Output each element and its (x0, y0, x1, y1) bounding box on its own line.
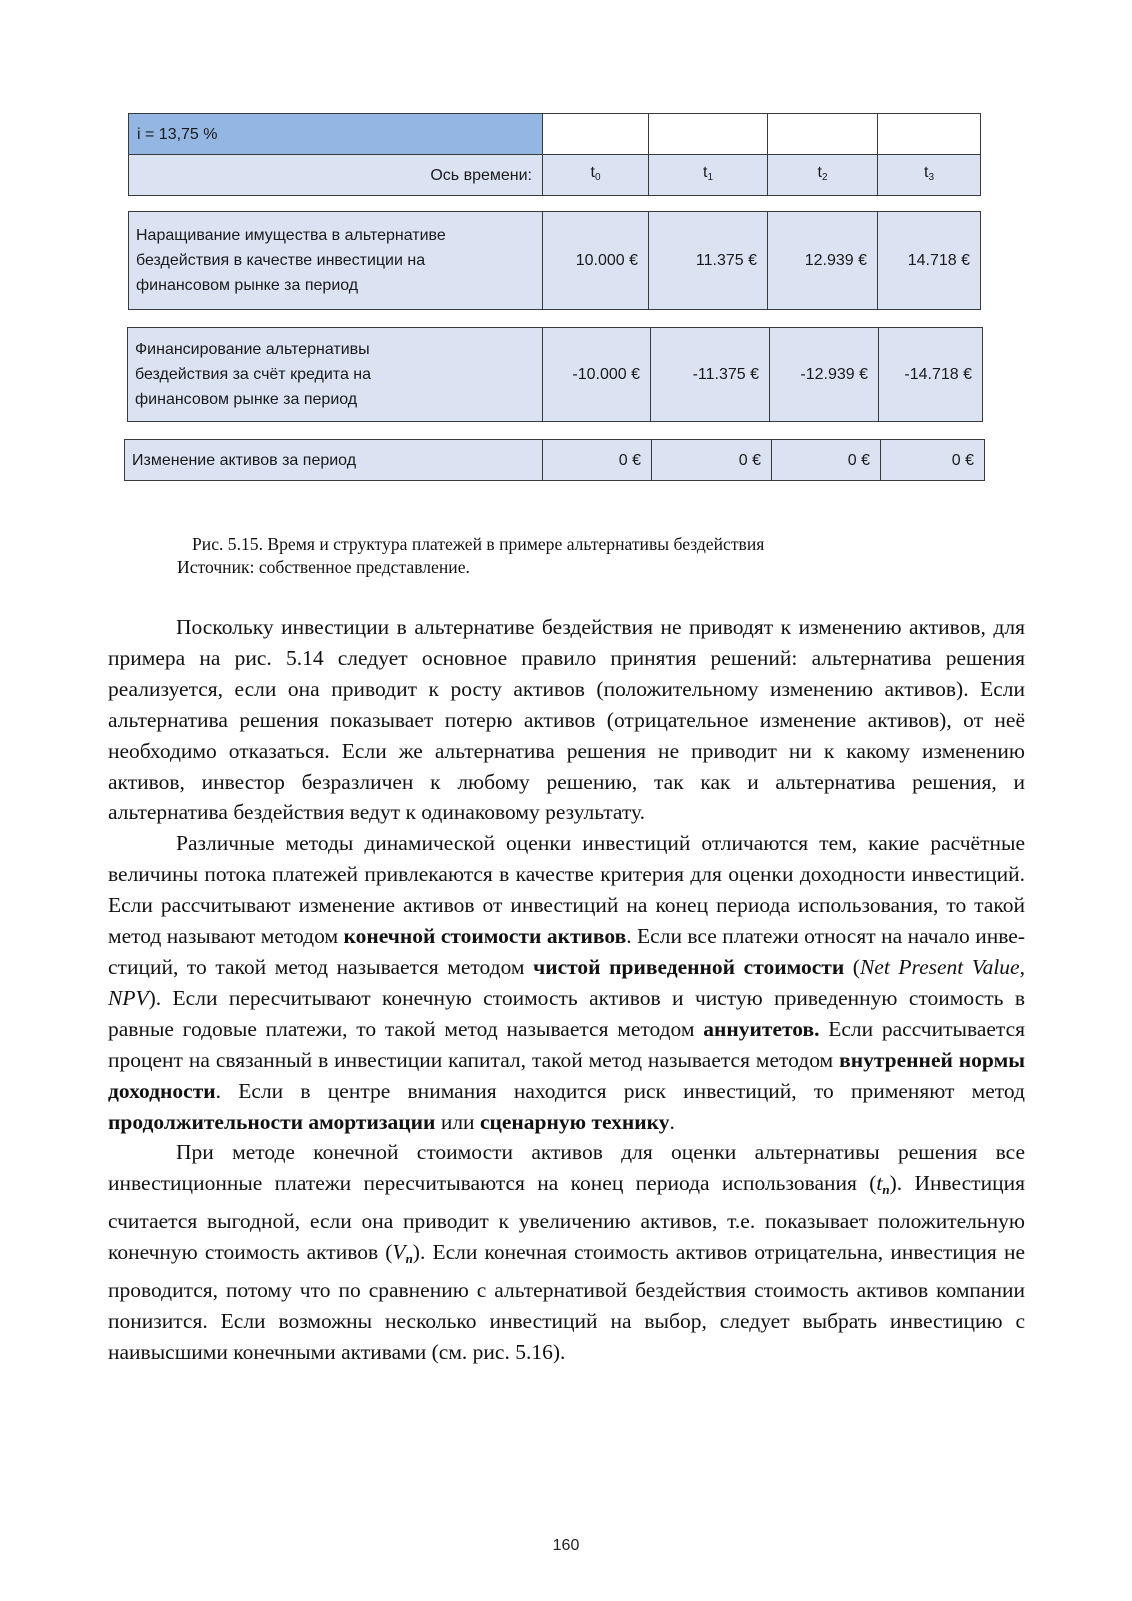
body-text (108, 612, 1025, 1368)
term-annuity: аннуитетов. (703, 1016, 820, 1041)
term-payback: продолжительности амортизации (108, 1109, 436, 1134)
value-cell: 0 € (543, 440, 652, 481)
empty-cell (543, 114, 649, 155)
paragraph-1: Поскольку инвестиции в альтернативе бездействия не приводят к изменению активов, для примера на рис. 5.14 следует основное правило принятия решений: альтернатива решения реализуется, если она приводит к росту активов (положительному изменению активов). Если альтернатива решения показывает потерю активов (отрицательное изменение активов), от неё необходимо отказаться. Если же альтернатива решения не приводит ни к какому изменению активов, инвестор безразличен к любому решению, так как и альтернатива решения, и альтернатива бездействия ведут к одинаковому результату. (108, 615, 1025, 825)
math-vn: $V_n$ (392, 1240, 413, 1267)
empty-cell (649, 114, 768, 155)
time-axis-label: Ось времени: (129, 155, 543, 196)
period-t0: $t_0$ (543, 155, 649, 196)
caption-source: Источник: собственное представление. (177, 557, 470, 577)
period-t2: $t_2$ (768, 155, 878, 196)
value-cell: -11.375 € (651, 328, 770, 422)
figure-caption (0, 533, 1132, 579)
credit-financing-table (127, 327, 983, 422)
row-label: Наращивание имущества в альтернативе бездействия в качестве инвестиции на финансовом рынке за период (129, 212, 543, 310)
time-axis-table (128, 113, 981, 196)
page-number: 160 (552, 1537, 580, 1554)
paragraph-2: Различные методы динамической оценки инвестиций отличаются тем, какие расчётные величины потока платежей привлекаются в качестве критерия для оценки доходности инвестиций. Если рассчитывают изменение активов от инвестиций на конец периода использования, то такой метод называют методом конечной стоимости активов. Если все платежи относят на начало инвестиций, то такой метод называется методом чистой приведенной стоимости (Net Present Value, NPV). Если пересчитывают конечную стоимость активов и чистую приведенную стоимость в равные годовые платежи, то такой метод называется методом аннуитетов. Если рассчитывается процент на связанный в инвестиции капитал, такой метод называется методом внутренней нормы доходности. Если в центре внимания находится риск инвестиций, то применяют метод продолжительности амортизации или сценарную технику. (108, 831, 1026, 1134)
value-cell: 0 € (881, 440, 985, 481)
term-npv: чистой приведенной стоимости (533, 954, 845, 979)
investment-growth-table (128, 211, 981, 310)
period-t1: $t_1$ (649, 155, 768, 196)
value-cell: 0 € (772, 440, 881, 481)
empty-cell (878, 114, 981, 155)
term-irr: внутренней нормы доходности (108, 1047, 1025, 1103)
value-cell: -10.000 € (543, 328, 651, 422)
asset-change-table (124, 439, 985, 481)
interest-rate-cell: i = 13,75 % (129, 114, 543, 155)
value-cell: -12.939 € (770, 328, 879, 422)
caption-title: Рис. 5.15. Время и структура платежей в примере альтернативы бездействия (192, 534, 765, 554)
value-cell: 0 € (652, 440, 772, 481)
math-tn: $t_n$ (876, 1171, 890, 1198)
row-label: Финансирование альтернативы бездействия за счёт кредита на финансовом рынке за период (128, 328, 543, 422)
row-label: Изменение активов за период (125, 440, 543, 481)
value-cell: 10.000 € (543, 212, 649, 310)
term-npv-english: Net Present Value, NPV (108, 954, 1025, 1010)
value-cell: 12.939 € (768, 212, 878, 310)
term-scenario: сценарную технику (479, 1109, 670, 1134)
period-t3: $t_3$ (878, 155, 981, 196)
term-final-value: конечной стоимости активов (343, 924, 627, 949)
empty-cell (768, 114, 878, 155)
paragraph-3: При методе конечной стоимости активов для оценки альтернативы решения все инвестиционные платежи пересчитываются на конец периода использования $(t_n)$. Инвестиция считается выгодной, если она приводит к увеличению активов, т.е. показывает положительную конечную стоимость активов $(V_n)$. Если конечная стоимость активов отрицательна, инвестиция не проводится, потому что по сравнению с альтернативой бездействия стоимость активов компании понизится. Если возможны несколько инвестиций на выбор, следует выбрать инвестицию с наивысшими конечными активами (см. рис. 5.16). (108, 1140, 1025, 1364)
value-cell: -14.718 € (879, 328, 983, 422)
value-cell: 11.375 € (649, 212, 768, 310)
value-cell: 14.718 € (878, 212, 981, 310)
